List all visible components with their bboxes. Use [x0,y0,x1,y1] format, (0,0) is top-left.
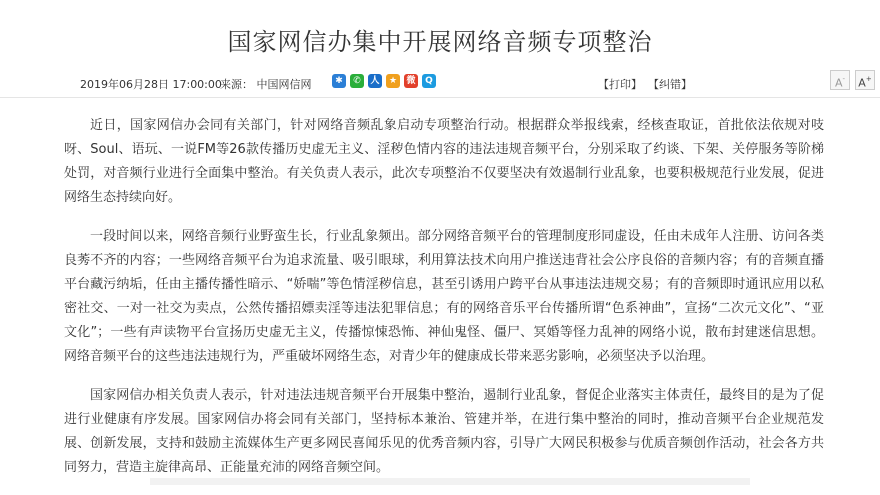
font-increase-button[interactable]: A+ [855,70,875,90]
star-icon[interactable]: ★ [386,74,400,88]
qzone-icon[interactable]: ✱ [332,74,346,88]
article-body [64,114,824,495]
weibo-icon[interactable]: 微 [404,74,418,88]
renren-icon[interactable]: 人 [368,74,382,88]
print-link[interactable]: 【打印】 [598,78,642,91]
paragraph: 近日，国家网信办会同有关部门，针对网络音频乱象启动专项整治行动。根据群众举报线索，经核查取证，首批依法依规对吱呀、Soul、语玩、一说FM等26款传播历史虚无主义、淫秽色情内容的违法违规音频平台，分别采取了约谈、下架、关停服务等阶梯处罚，对音频行业进行全面集中整治。有关负责人表示，此次专项整治不仅要坚决有效遏制行业乱象，也要积极规范行业发展，促进网络生态持续向好。 [64,118,824,205]
correction-link[interactable]: 【纠错】 [648,78,692,91]
share-bar [332,74,436,88]
paragraph: 一段时间以来，网络音频行业野蛮生长，行业乱象频出。部分网络音频平台的管理制度形同虚设，任由未成年人注册、访问各类良莠不齐的内容；一些网络音频平台为追求流量、吸引眼球，利用算法技术向用户推送违背社会公序良俗的音频内容；有的音频直播平台藏污纳垢，任由主播传播性暗示、“娇喘”等色情淫秽信息，甚至引诱用户跨平台从事违法违规交易；有的音频即时通讯应用以私密社交、一对一社交为卖点，公然传播招嫖卖淫等违法犯罪信息；有的网络音乐平台传播所谓“色系神曲”，宣扬“二次元文化”、“亚文化”；一些有声读物平台宣扬历史虚无主义，传播惊悚恐怖、神仙鬼怪、僵尸、冥婚等怪力乱神的网络小说，散布封建迷信思想。网络音频平台的这些违法违规行为，严重破坏网络生态，对青少年的健康成长带来恶劣影响，必须坚决予以治理。 [64,229,824,364]
article-source: 来源： 中国网信网 [220,78,312,91]
article-title: 国家网信办集中开展网络音频专项整治 [227,28,653,56]
header-divider [0,97,880,98]
wechat-icon[interactable]: ✆ [350,74,364,88]
paragraph: 国家网信办相关负责人表示，针对违法违规音频平台开展集中整治，遏制行业乱象，督促企业落实主体责任，最终目的是为了促进行业健康有序发展。国家网信办将会同有关部门，坚持标本兼治、管建并举，在进行集中整治的同时，推动音频平台企业规范发展、创新发展，支持和鼓励主流媒体生产更多网民喜闻乐见的优秀音频内容，引导广大网民积极参与优质音频创作活动，社会各方共同努力，营造主旋律高昂、正能量充沛的网络音频空间。 [64,388,824,475]
tencent-icon[interactable]: Q [422,74,436,88]
footer-divider [150,478,750,485]
article-meta [0,74,880,94]
publish-date: 2019年06月28日 17:00:00 [80,78,222,91]
font-decrease-button[interactable]: A- [830,70,850,90]
